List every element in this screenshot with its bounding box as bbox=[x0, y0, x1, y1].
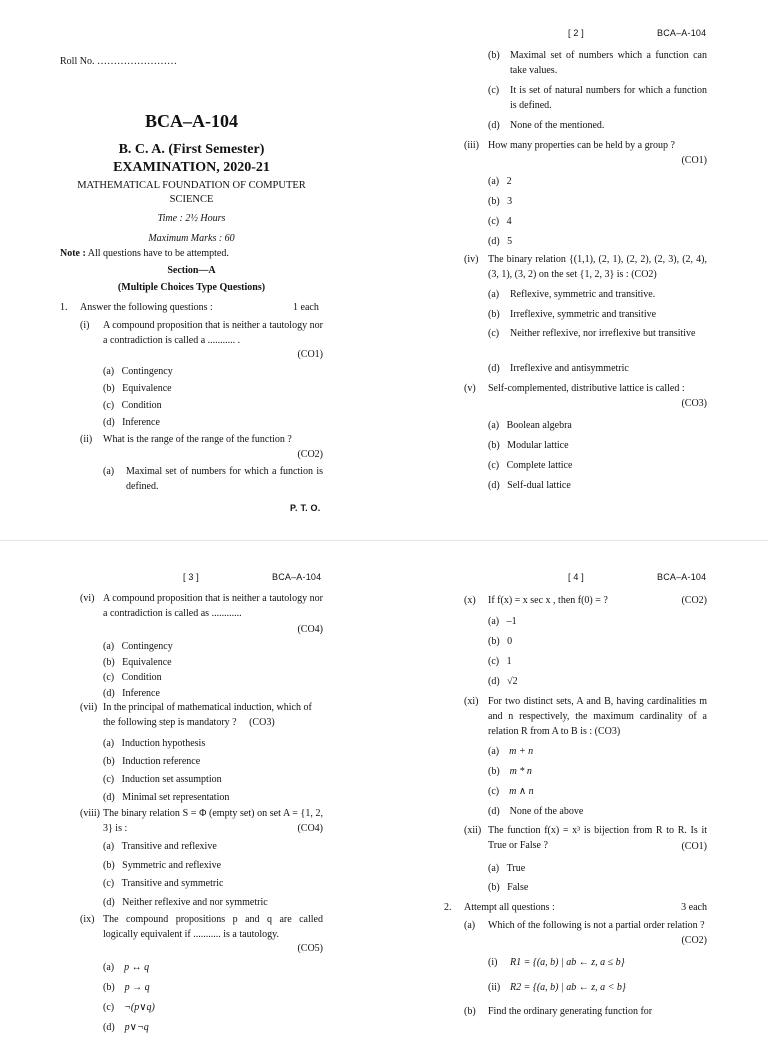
qiv-c-label: (c) bbox=[488, 328, 500, 339]
qx-number: (x) bbox=[464, 595, 476, 606]
qii-b-label: (b) bbox=[488, 50, 500, 61]
q2-number: 2. bbox=[444, 902, 452, 913]
page3-code: BCA–A-104 bbox=[272, 572, 322, 582]
qxii-co: (CO1) bbox=[681, 841, 707, 852]
qi-options: (a) Contingency (b) Equivalence (c) Condition (d) Inference bbox=[103, 366, 173, 428]
qvi-number: (vi) bbox=[80, 593, 95, 604]
qi-text: A compound proposition that is neither a tautology nor a contradiction is called a ........... . bbox=[103, 320, 323, 346]
qiii-options: (a) 2 (b) 3 (c) 4 (d) 5 bbox=[488, 176, 513, 247]
qviii-co: (CO4) bbox=[297, 823, 323, 834]
mcq-heading: (Multiple Choices Type Questions) bbox=[117, 282, 266, 293]
q2b-text: Find the ordinary generating function for bbox=[488, 1006, 653, 1017]
qix-text: The compound propositions p and q are called logically equivalent if ........... is a tautology. bbox=[103, 914, 323, 940]
qii-a-text: Maximal set of numbers for which a function is defined. bbox=[126, 466, 323, 492]
q1-text: Answer the following questions : bbox=[80, 302, 213, 313]
page-number-3: [ 3 ] bbox=[183, 572, 200, 582]
q2a-text: Which of the following is not a partial order relation ? bbox=[488, 920, 705, 931]
qii-number: (ii) bbox=[80, 434, 93, 445]
qx-text: If f(x) = x sec x , then f(0) = ? bbox=[488, 595, 608, 606]
qii-d-text: None of the mentioned. bbox=[510, 120, 605, 131]
time: Time : 2½ Hours bbox=[157, 213, 226, 224]
qiv-d-text: Irreflexive and antisymmetric bbox=[510, 363, 629, 374]
page4-code: BCA–A-104 bbox=[657, 572, 707, 582]
q2a-i-label: (i) bbox=[488, 957, 498, 968]
qv-text: Self-complemented, distributive lattice is called : bbox=[488, 383, 685, 394]
max-marks: Maximum Marks : 60 bbox=[148, 233, 235, 244]
paper-code: BCA–A-104 bbox=[145, 111, 238, 131]
qxi-number: (xi) bbox=[464, 696, 479, 707]
note-text: All questions have to be attempted. bbox=[87, 248, 229, 259]
qiv-b-label: (b) bbox=[488, 309, 500, 320]
q2b-label: (b) bbox=[464, 1006, 476, 1017]
qii-c-label: (c) bbox=[488, 85, 500, 96]
qvii-text: In the principal of mathematical induction, which of the following step is mandatory ? (CO3) bbox=[103, 702, 312, 728]
qiv-a-label: (a) bbox=[488, 289, 500, 300]
qviii-number: (viii) bbox=[80, 808, 100, 819]
roll-number: Roll No. …………………… bbox=[60, 56, 177, 67]
q1-number: 1. bbox=[60, 302, 68, 313]
qiv-text: The binary relation {(1,1), (2, 1), (2, 2), (2, 3), (2, 4), (3, 1), (3, 2) on the set {1, 2, 3} is : (CO2) bbox=[488, 254, 707, 280]
qiv-a-text: Reflexive, symmetric and transitive. bbox=[510, 289, 656, 300]
qii-c-text: It is set of natural numbers for which a function is defined. bbox=[510, 85, 707, 111]
qvii-co: (CO3) bbox=[249, 717, 275, 728]
qviii-text: The binary relation S = Φ (empty set) on set A = {1, 2, 3} is : bbox=[103, 808, 323, 834]
pto: P. T. O. bbox=[290, 503, 321, 513]
q2a-label: (a) bbox=[464, 920, 476, 931]
note-label: Note : bbox=[60, 248, 86, 259]
qxi-options: (a) m + n (b) m * n (c) m ∧ n (d) None of the above bbox=[488, 746, 584, 817]
qvi-text: A compound proposition that is neither a tautology nor a contradiction is called as ............ bbox=[103, 593, 323, 619]
page-number-4: [ 4 ] bbox=[568, 572, 585, 582]
qiv-d-label: (d) bbox=[488, 363, 500, 374]
qiv-co: (CO2) bbox=[631, 269, 657, 280]
q2-marks: 3 each bbox=[681, 902, 707, 913]
qi-number: (i) bbox=[80, 320, 90, 331]
qiii-text: How many properties can be held by a group ? bbox=[488, 140, 675, 151]
qiv-number: (iv) bbox=[464, 254, 479, 265]
qiii-co: (CO1) bbox=[681, 155, 707, 166]
page-separator bbox=[0, 540, 768, 541]
qv-options: (a) Boolean algebra (b) Modular lattice (c) Complete lattice (d) Self-dual lattice bbox=[488, 420, 573, 491]
q2a-i-text: R1 = {(a, b) | ab ← z, a ≤ b} bbox=[510, 957, 625, 968]
exam-title: EXAMINATION, 2020-21 bbox=[113, 160, 270, 175]
qxii-options: (a) True (b) False bbox=[488, 863, 529, 893]
qvii-number: (vii) bbox=[80, 702, 98, 713]
section-heading: Section—A bbox=[167, 265, 216, 276]
qviii-options: (a) Transitive and reflexive (b) Symmetric and reflexive (c) Transitive and symmetric (d) Neither reflexive and nor symmetric bbox=[103, 841, 268, 908]
qix-options: (a) p ↔ q (b) p → q (c) ¬(p∨q) (d) p∨¬q bbox=[103, 962, 155, 1033]
q2a-ii-text: R2 = {(a, b) | ab ← z, a < b} bbox=[510, 982, 626, 993]
qvi-co: (CO4) bbox=[297, 624, 323, 635]
page-number-2: [ 2 ] bbox=[568, 28, 585, 38]
qii-b-text: Maximal set of numbers which a function can take values. bbox=[510, 50, 707, 76]
q2a-co: (CO2) bbox=[681, 935, 707, 946]
qxii-number: (xii) bbox=[464, 825, 482, 836]
qxi-co: (CO3) bbox=[594, 726, 621, 737]
qvi-options: (a) Contingency (b) Equivalence (c) Condition (d) Inference bbox=[103, 641, 173, 699]
q2a-ii-label: (ii) bbox=[488, 982, 501, 993]
qi-co: (CO1) bbox=[297, 349, 323, 360]
subject-title: MATHEMATICAL FOUNDATION OF COMPUTER SCIENCE bbox=[77, 180, 306, 205]
qvii-options: (a) Induction hypothesis (b) Induction reference (c) Induction set assumption (d) Minimal set representation bbox=[103, 738, 230, 803]
qv-co: (CO3) bbox=[681, 398, 707, 409]
qii-text: What is the range of the range of the function ? bbox=[103, 434, 292, 445]
qiii-number: (iii) bbox=[464, 140, 479, 151]
qii-co: (CO2) bbox=[297, 449, 323, 460]
qv-number: (v) bbox=[464, 383, 476, 394]
qx-co: (CO2) bbox=[681, 595, 707, 606]
q1-marks: 1 each bbox=[293, 302, 319, 313]
qxi-text: For two distinct sets, A and B, having cardinalities m and n respectively, the maximum cardinality of a relation R from A to B is : (CO3) bbox=[488, 696, 707, 737]
qii-a-label: (a) bbox=[103, 466, 115, 477]
qiv-b-text: Irreflexive, symmetric and transitive bbox=[510, 309, 657, 320]
qiv-c-text: Neither reflexive, nor irreflexive but transitive bbox=[510, 328, 696, 339]
course-title: B. C. A. (First Semester) bbox=[118, 142, 265, 157]
qxii-text: The function f(x) = x³ is bijection from R to R. Is it True or False ? bbox=[488, 825, 707, 851]
q2-text: Attempt all questions : bbox=[464, 902, 555, 913]
qx-options: (a) –1 (b) 0 (c) 1 (d) √2 bbox=[488, 616, 518, 687]
qix-number: (ix) bbox=[80, 914, 95, 925]
page2-code: BCA–A-104 bbox=[657, 28, 707, 38]
qii-d-label: (d) bbox=[488, 120, 500, 131]
qix-co: (CO5) bbox=[297, 943, 323, 954]
